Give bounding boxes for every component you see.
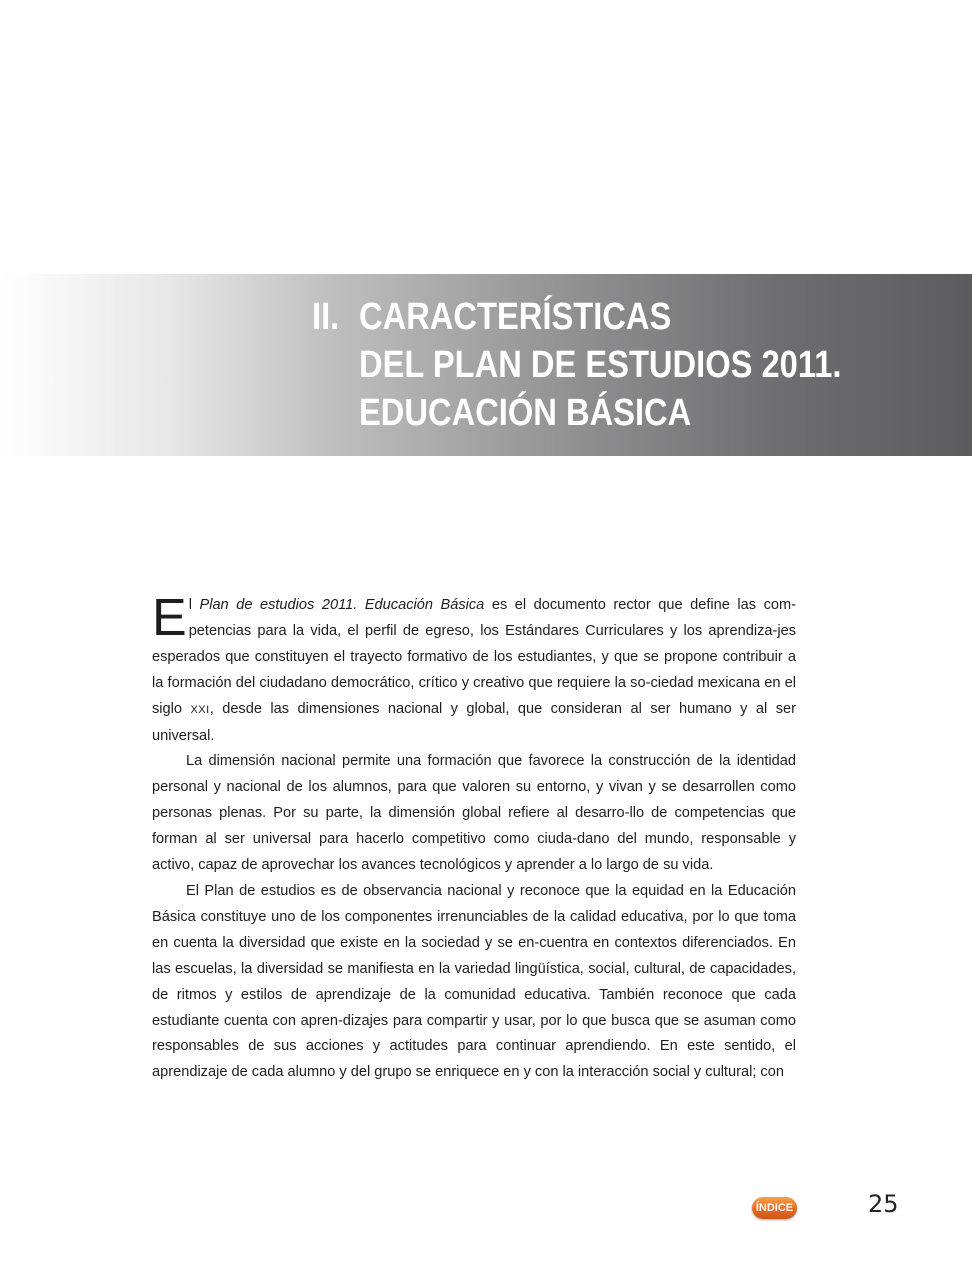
chapter-title bbox=[359, 293, 841, 437]
chapter-title-line-2: DEL PLAN DE ESTUDIOS 2011. bbox=[359, 344, 842, 386]
p1-pre: l bbox=[188, 597, 200, 613]
drop-cap: E bbox=[152, 589, 187, 647]
century-small-caps: XXI bbox=[190, 703, 210, 716]
paragraph-2: La dimensión nacional permite una formación que favorece la construcción de la identidad personal y nacional de los alumnos, para que valoren su entorno, y vivan y se desarrollen como personas plenas. Por su parte, la dimensión global refiere al desarro-llo de competencias que forman al ser universal para hacerlo competitivo como ciuda-dano del mundo, responsable y activo, capaz de aprovechar los avances tecnológicos y aprender a lo largo de su vida. bbox=[152, 753, 796, 874]
page-number: 25 bbox=[868, 1190, 899, 1218]
document-title-italic: Plan de estudios 2011. Educación Básica bbox=[199, 597, 485, 613]
chapter-title-line-3: EDUCACIÓN BÁSICA bbox=[359, 392, 692, 434]
body-text bbox=[152, 589, 796, 1086]
chapter-title-line-1: CARACTERÍSTICAS bbox=[359, 296, 672, 338]
chapter-number: II. bbox=[312, 296, 340, 338]
paragraph-1 bbox=[152, 589, 796, 749]
paragraph-3: El Plan de estudios es de observancia nacional y reconoce que la equidad en la Educación Básica constituye uno de los componentes irrenunciables de la calidad educativa, por lo que toma en cuenta la diversidad que existe en la sociedad y se en-cuentra en contextos diferenciados. En las escuelas, la diversidad se manifiesta en la variedad lingüística, social, cultural, de capacidades, de ritmos y estilos de aprendizaje de la comunidad educativa. También reconoce que cada estudiante cuenta con apren-dizajes para compartir y usar, por lo que busca que se asuman como responsables de sus acciones y actitudes para continuar aprendiendo. En este sentido, el aprendizaje de cada alumno y del grupo se enriquece en y con la interacción social y cultural; con bbox=[152, 882, 796, 1081]
p1-post: , desde las dimensiones nacional y global, que consideran al ser humano y al ser universal. bbox=[152, 700, 796, 744]
p1-mid: es el documento rector que define las com-petencias para la vida, el perfil de egreso, los Estándares Curriculares y los aprendiza-jes esperados que constituyen el trayecto formativo de los estudiantes, y que se propone contribuir a la formación del ciudadano democrático, crítico y creativo que requiere la so-ciedad mexicana en el siglo bbox=[152, 597, 796, 717]
indice-button[interactable]: ÍNDICE bbox=[752, 1197, 797, 1219]
